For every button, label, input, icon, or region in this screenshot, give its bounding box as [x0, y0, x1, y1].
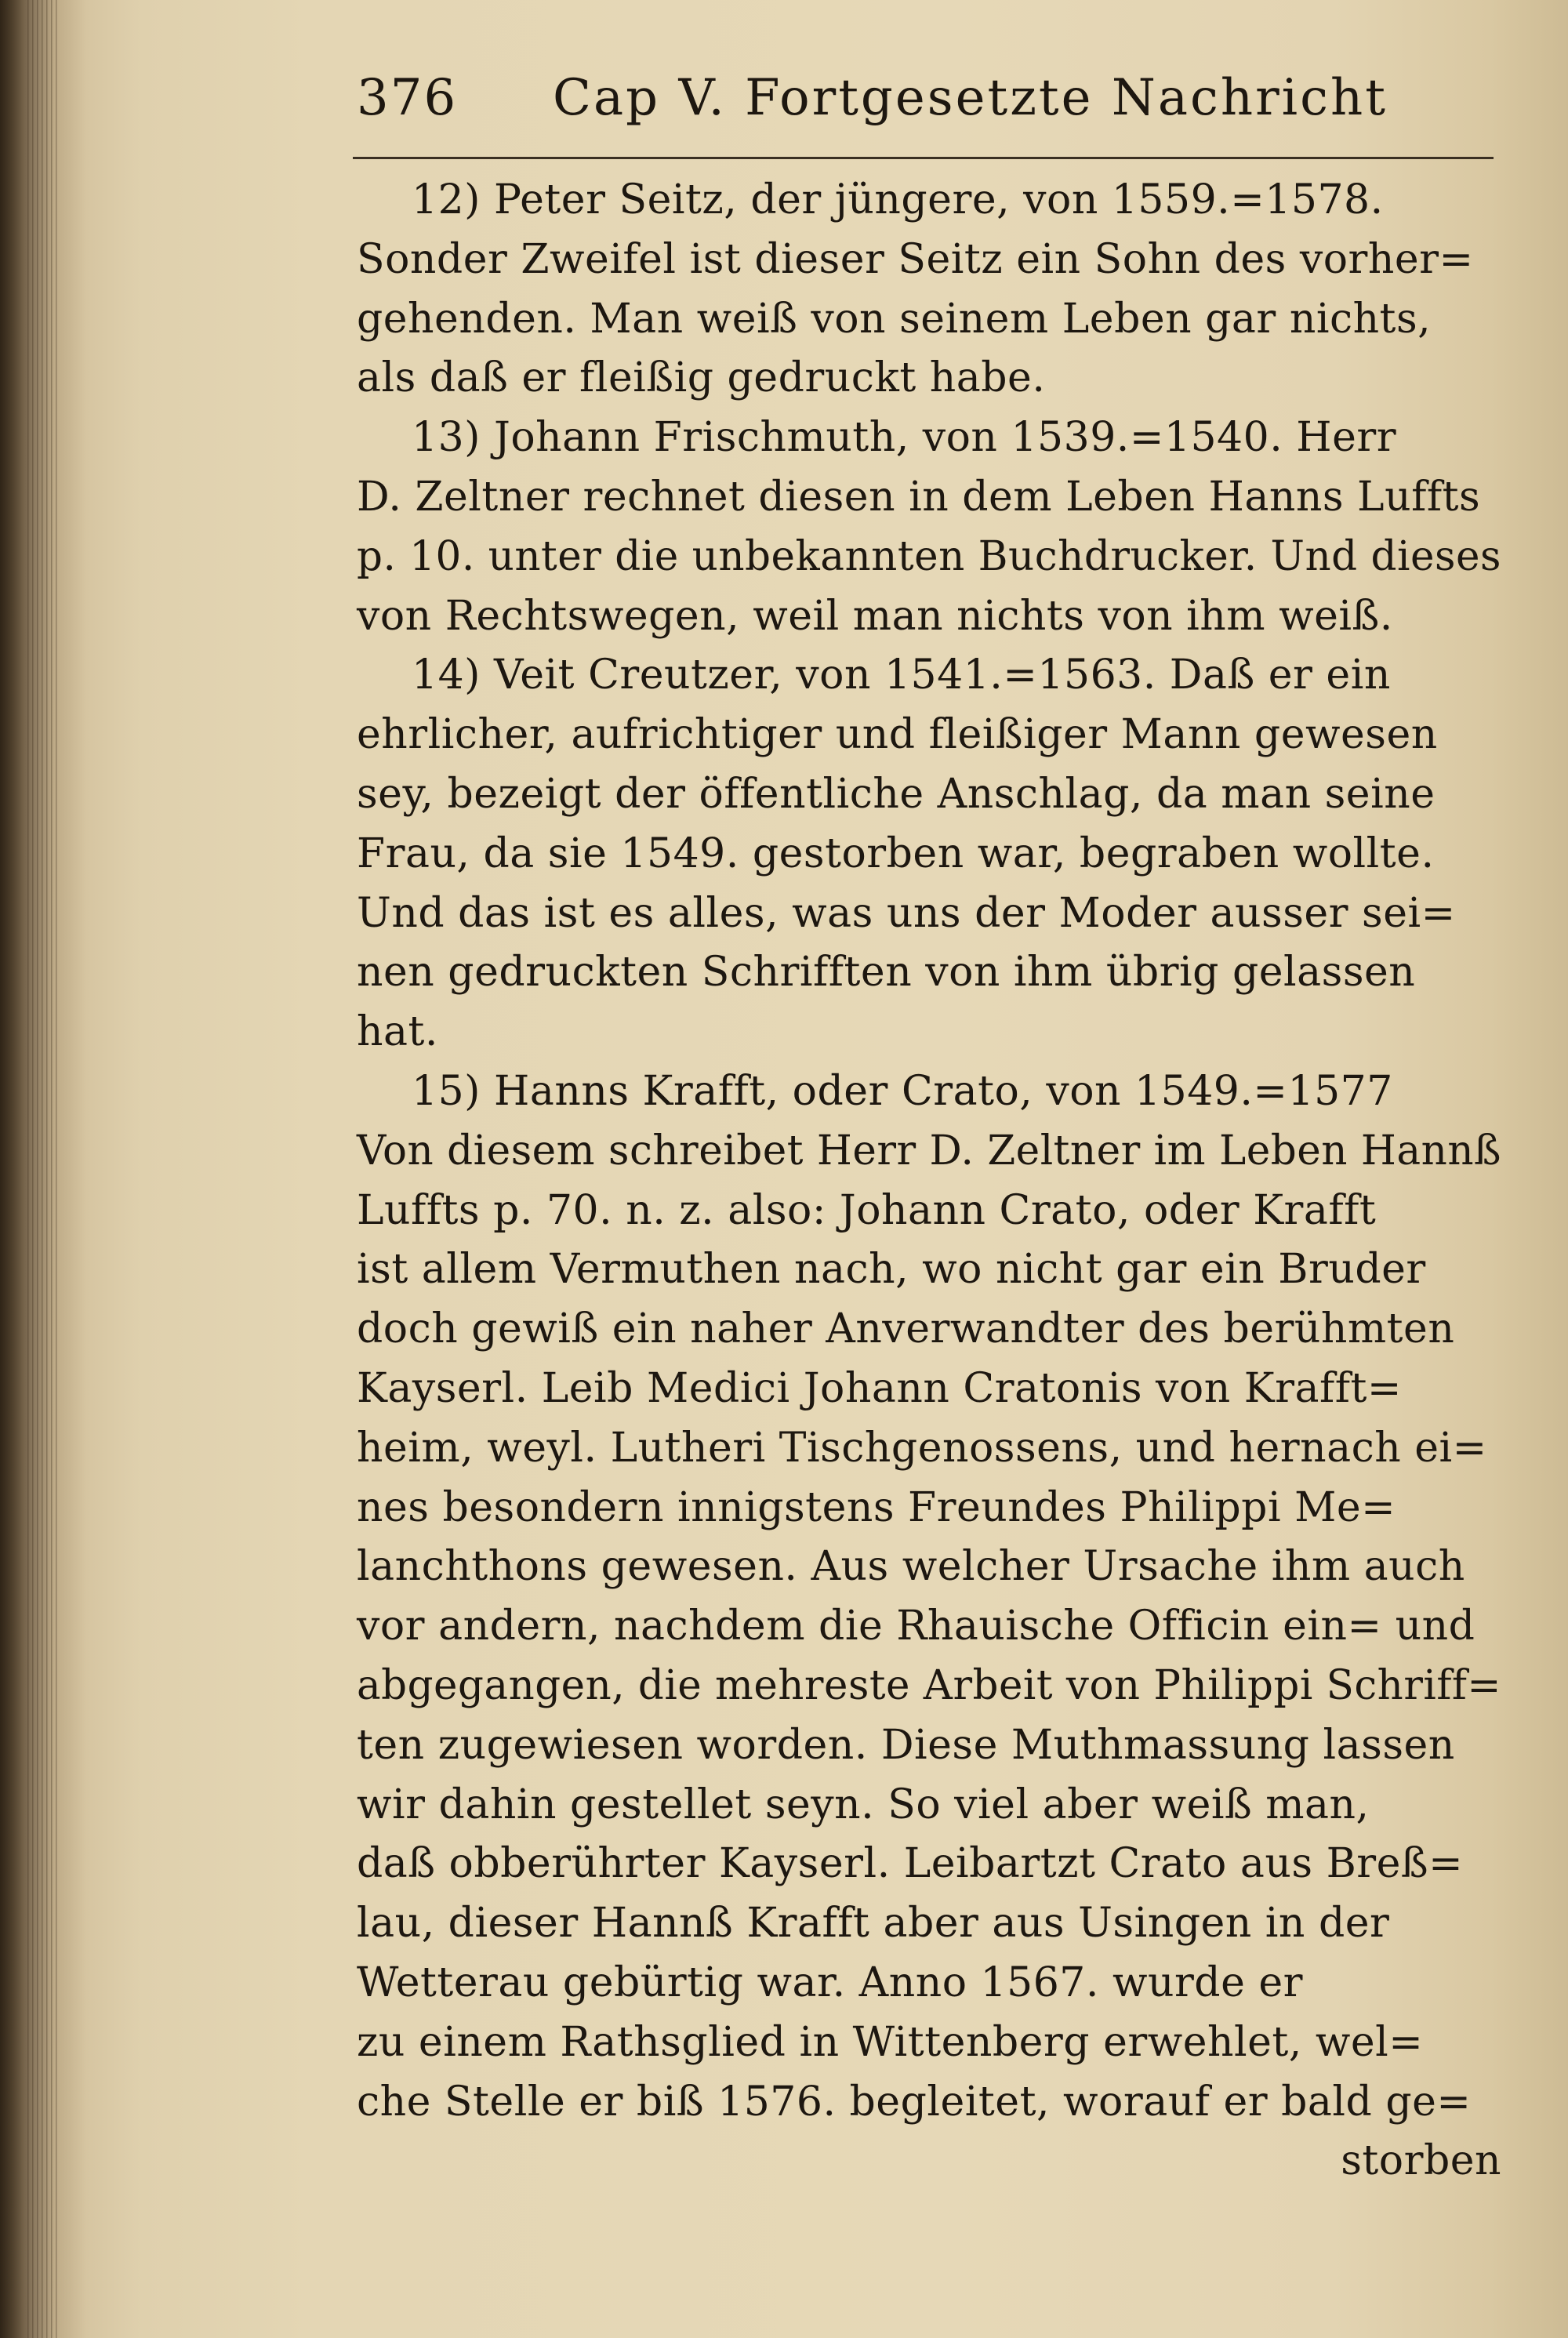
- text-line: vor andern, nachdem die Rhauische Officin ein= und: [357, 1603, 1475, 1650]
- text-line: 12) Peter Seitz, der jüngere, von 1559.=1578.: [412, 176, 1384, 223]
- text-line: 15) Hanns Krafft, oder Crato, von 1549.=1577: [412, 1067, 1393, 1115]
- catchword: storben: [1341, 2137, 1501, 2185]
- text-line: ehrlicher, aufrichtiger und fleißiger Mann gewesen: [357, 711, 1438, 759]
- text-line: zu einem Rathsglied in Wittenberg erwehlet, wel=: [357, 2018, 1424, 2066]
- text-line: ist allem Vermuthen nach, wo nicht gar ein Bruder: [357, 1246, 1426, 1294]
- page-number: 376: [357, 69, 458, 127]
- text-line: Wetterau gebürtig war. Anno 1567. wurde er: [357, 1959, 1304, 2006]
- text-line: Von diesem schreibet Herr D. Zeltner im Leben Hannß: [357, 1127, 1501, 1174]
- text-line: nen gedruckten Schrifften von ihm übrig gelassen: [357, 949, 1416, 997]
- text-line: Luffts p. 70. n. z. also: Johann Crato, oder Krafft: [357, 1186, 1377, 1234]
- text-line: doch gewiß ein naher Anverwandter des berühmten: [357, 1305, 1455, 1353]
- text-line: als daß er fleißig gedruckt habe.: [357, 354, 1046, 402]
- text-line: gehenden. Man weiß von seinem Leben gar nichts,: [357, 295, 1432, 343]
- text-line: che Stelle er biß 1576. begleitet, worauf er bald ge=: [357, 2078, 1472, 2126]
- text-line: ten zugewiesen worden. Diese Muthmassung lassen: [357, 1721, 1455, 1769]
- text-line: daß obberührter Kayserl. Leibartzt Crato aus Breß=: [357, 1840, 1464, 1888]
- text-line: 13) Johann Frischmuth, von 1539.=1540. Herr: [412, 414, 1397, 462]
- text-line: D. Zeltner rechnet diesen in dem Leben Hanns Luffts: [357, 473, 1481, 521]
- text-line: lau, dieser Hannß Krafft aber aus Usingen in der: [357, 1900, 1390, 1948]
- text-line: hat.: [357, 1008, 438, 1056]
- header-rule: [353, 157, 1494, 159]
- text-line: Kayserl. Leib Medici Johann Cratonis von Krafft=: [357, 1364, 1402, 1412]
- text-line: Sonder Zweifel ist dieser Seitz ein Sohn des vorher=: [357, 235, 1474, 283]
- text-line: Frau, da sie 1549. gestorben war, begraben wollte.: [357, 830, 1435, 877]
- page-body: [357, 171, 1509, 2191]
- text-line: abgegangen, die mehreste Arbeit von Philippi Schriff=: [357, 1661, 1502, 1709]
- text-line: von Rechtswegen, weil man nichts von ihm weiß.: [357, 592, 1393, 640]
- text-line: sey, bezeigt der öffentliche Anschlag, da man seine: [357, 770, 1436, 818]
- text-line: nes besondern innigstens Freundes Philippi Me=: [357, 1483, 1396, 1531]
- running-head: Cap V. Fortgesetzte Nachricht: [553, 69, 1388, 127]
- text-line: wir dahin gestellet seyn. So viel aber weiß man,: [357, 1781, 1370, 1828]
- text-line: Und das ist es alles, was uns der Moder ausser sei=: [357, 889, 1456, 937]
- text-line: p. 10. unter die unbekannten Buchdrucker. Und dieses: [357, 532, 1501, 580]
- text-line: 14) Veit Creutzer, von 1541.=1563. Daß er ein: [412, 652, 1391, 699]
- text-line: lanchthons gewesen. Aus welcher Ursache ihm auch: [357, 1543, 1465, 1591]
- text-line: heim, weyl. Lutheri Tischgenossens, und hernach ei=: [357, 1424, 1487, 1472]
- page-edge: [27, 0, 59, 2338]
- page-header: [357, 69, 1501, 147]
